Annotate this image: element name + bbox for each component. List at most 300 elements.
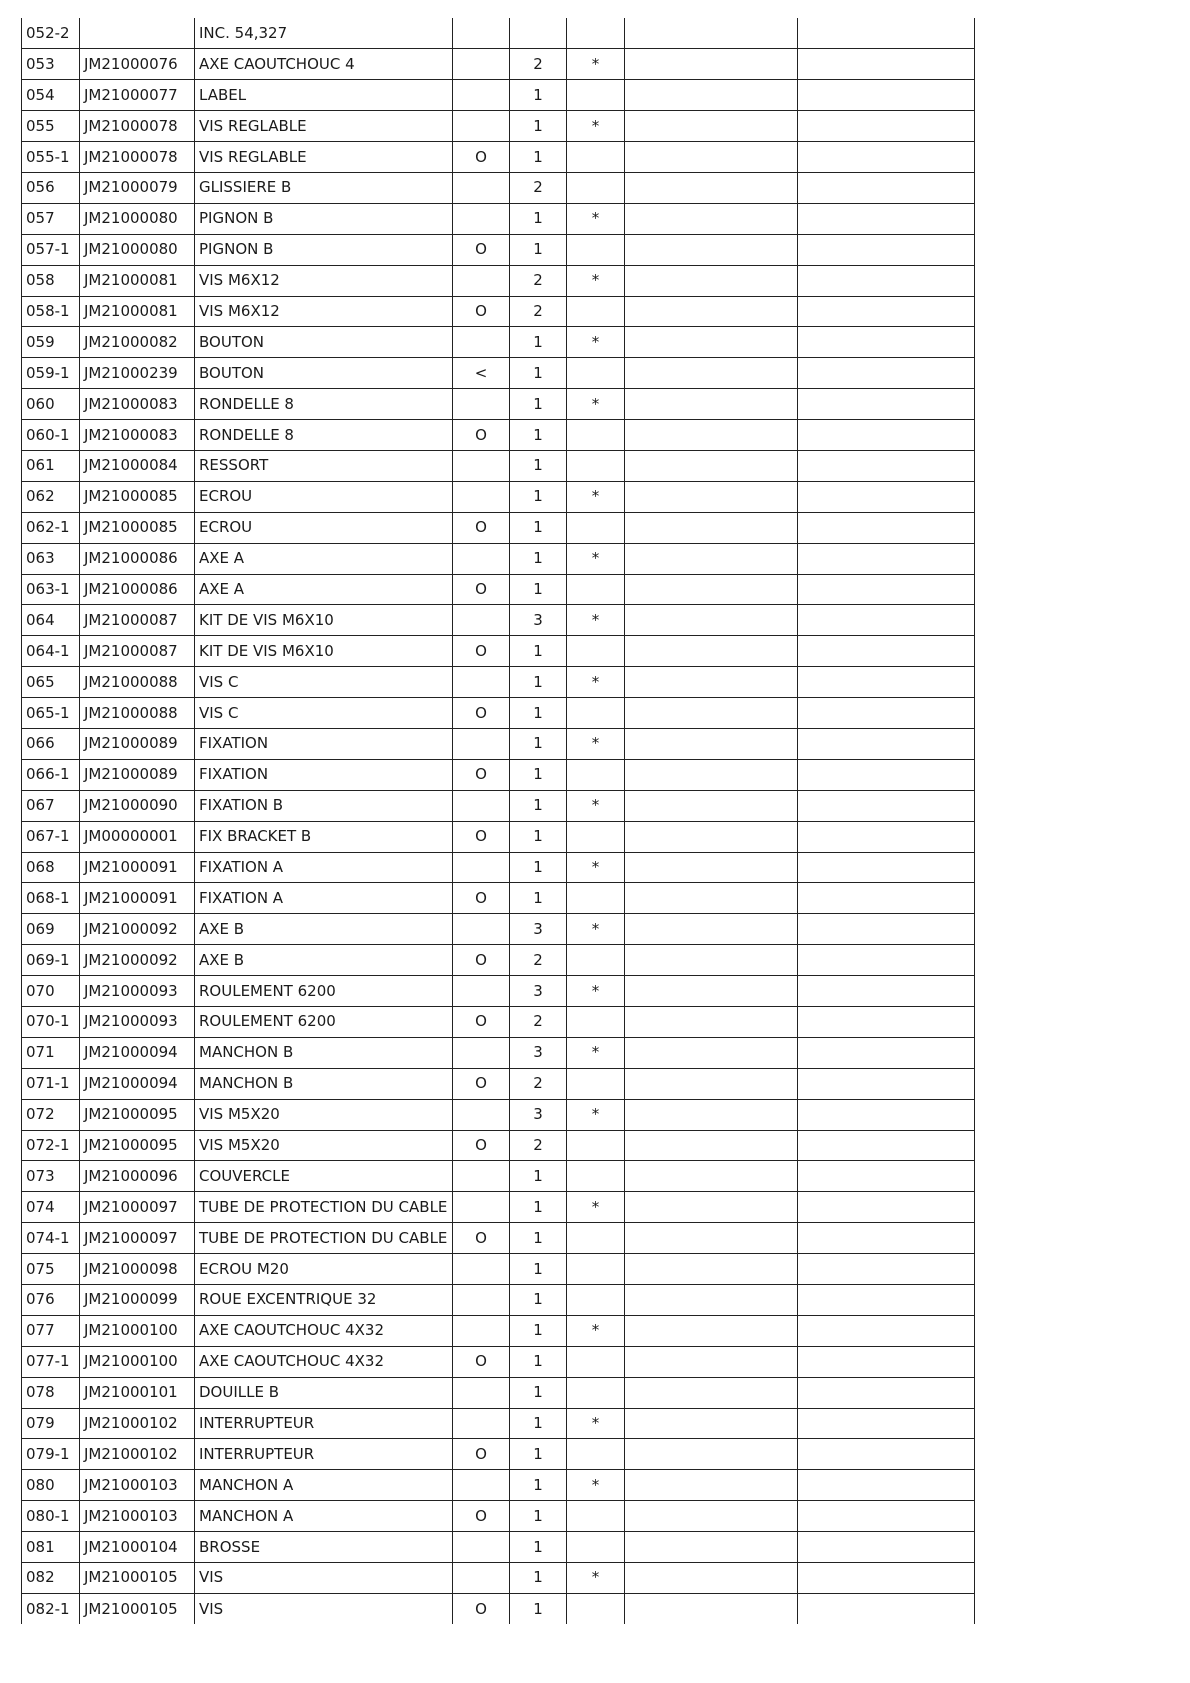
table-row — [22, 976, 975, 1007]
part-flag-cell: < — [453, 358, 510, 389]
part-empty-cell-1 — [625, 821, 798, 852]
part-flag-cell: O — [453, 759, 510, 790]
part-description-cell: FIXATION A — [195, 883, 453, 914]
part-empty-cell-2 — [798, 1099, 975, 1130]
part-empty-cell-1 — [625, 1346, 798, 1377]
part-code-cell: JM21000092 — [80, 945, 195, 976]
part-empty-cell-1 — [625, 667, 798, 698]
part-empty-cell-2 — [798, 1563, 975, 1594]
part-empty-cell-1 — [625, 481, 798, 512]
part-quantity-cell: 2 — [510, 1130, 567, 1161]
part-mark-cell — [567, 1007, 625, 1038]
part-code-cell: JM21000082 — [80, 327, 195, 358]
part-empty-cell-1 — [625, 265, 798, 296]
part-description-cell: DOUILLE B — [195, 1377, 453, 1408]
part-description-cell: MANCHON B — [195, 1068, 453, 1099]
part-flag-cell — [453, 265, 510, 296]
part-code-cell: JM21000080 — [80, 234, 195, 265]
part-code-cell: JM21000103 — [80, 1470, 195, 1501]
part-code-cell: JM21000087 — [80, 636, 195, 667]
part-empty-cell-2 — [798, 1254, 975, 1285]
part-code-cell: JM21000081 — [80, 265, 195, 296]
part-ref-cell: 066 — [22, 728, 80, 759]
part-mark-cell: * — [567, 790, 625, 821]
part-mark-cell: * — [567, 976, 625, 1007]
part-empty-cell-1 — [625, 49, 798, 80]
part-ref-cell: 072-1 — [22, 1130, 80, 1161]
part-flag-cell: O — [453, 1068, 510, 1099]
part-mark-cell — [567, 883, 625, 914]
part-empty-cell-2 — [798, 296, 975, 327]
part-ref-cell: 068 — [22, 852, 80, 883]
part-code-cell: JM21000098 — [80, 1254, 195, 1285]
part-empty-cell-2 — [798, 420, 975, 451]
table-row — [22, 759, 975, 790]
table-row — [22, 265, 975, 296]
part-empty-cell-2 — [798, 1192, 975, 1223]
part-code-cell: JM21000093 — [80, 976, 195, 1007]
part-mark-cell — [567, 296, 625, 327]
part-mark-cell: * — [567, 389, 625, 420]
table-row — [22, 914, 975, 945]
part-ref-cell: 062 — [22, 481, 80, 512]
part-empty-cell-1 — [625, 1408, 798, 1439]
part-empty-cell-1 — [625, 203, 798, 234]
table-row — [22, 142, 975, 173]
part-flag-cell — [453, 1563, 510, 1594]
part-description-cell: RESSORT — [195, 450, 453, 481]
part-flag-cell: O — [453, 296, 510, 327]
part-code-cell: JM21000086 — [80, 543, 195, 574]
table-row — [22, 1563, 975, 1594]
part-description-cell: FIXATION B — [195, 790, 453, 821]
part-empty-cell-1 — [625, 1161, 798, 1192]
part-mark-cell: * — [567, 914, 625, 945]
part-flag-cell: O — [453, 512, 510, 543]
part-code-cell: JM21000078 — [80, 142, 195, 173]
part-code-cell: JM21000103 — [80, 1501, 195, 1532]
part-empty-cell-1 — [625, 852, 798, 883]
part-description-cell: ROULEMENT 6200 — [195, 976, 453, 1007]
part-empty-cell-1 — [625, 543, 798, 574]
part-empty-cell-2 — [798, 1593, 975, 1624]
part-description-cell: AXE A — [195, 543, 453, 574]
part-code-cell: JM21000081 — [80, 296, 195, 327]
part-empty-cell-1 — [625, 976, 798, 1007]
table-row — [22, 667, 975, 698]
part-ref-cell: 080-1 — [22, 1501, 80, 1532]
table-row — [22, 512, 975, 543]
part-ref-cell: 060-1 — [22, 420, 80, 451]
part-ref-cell: 073 — [22, 1161, 80, 1192]
part-mark-cell — [567, 574, 625, 605]
part-mark-cell: * — [567, 852, 625, 883]
part-mark-cell — [567, 1593, 625, 1624]
part-code-cell: JM21000104 — [80, 1532, 195, 1563]
part-empty-cell-1 — [625, 18, 798, 49]
part-code-cell: JM21000100 — [80, 1315, 195, 1346]
part-quantity-cell: 1 — [510, 759, 567, 790]
part-mark-cell — [567, 1377, 625, 1408]
part-quantity-cell — [510, 18, 567, 49]
part-mark-cell: * — [567, 667, 625, 698]
part-ref-cell: 065 — [22, 667, 80, 698]
part-ref-cell: 069-1 — [22, 945, 80, 976]
part-flag-cell — [453, 18, 510, 49]
part-flag-cell — [453, 790, 510, 821]
part-description-cell: KIT DE VIS M6X10 — [195, 636, 453, 667]
part-description-cell: BOUTON — [195, 358, 453, 389]
part-empty-cell-2 — [798, 790, 975, 821]
part-flag-cell: O — [453, 142, 510, 173]
part-ref-cell: 081 — [22, 1532, 80, 1563]
part-flag-cell: O — [453, 234, 510, 265]
part-description-cell: FIXATION — [195, 728, 453, 759]
part-description-cell: VIS M6X12 — [195, 265, 453, 296]
part-code-cell: JM21000083 — [80, 420, 195, 451]
part-ref-cell: 063-1 — [22, 574, 80, 605]
part-mark-cell — [567, 1130, 625, 1161]
part-flag-cell: O — [453, 574, 510, 605]
table-row — [22, 945, 975, 976]
part-quantity-cell: 1 — [510, 1192, 567, 1223]
part-empty-cell-2 — [798, 80, 975, 111]
part-flag-cell — [453, 1377, 510, 1408]
part-quantity-cell: 1 — [510, 1254, 567, 1285]
part-quantity-cell: 2 — [510, 172, 567, 203]
part-mark-cell — [567, 1501, 625, 1532]
part-quantity-cell: 2 — [510, 265, 567, 296]
part-code-cell: JM21000105 — [80, 1593, 195, 1624]
part-code-cell: JM21000099 — [80, 1285, 195, 1316]
part-empty-cell-2 — [798, 1285, 975, 1316]
part-description-cell: GLISSIERE B — [195, 172, 453, 203]
part-mark-cell: * — [567, 1315, 625, 1346]
part-flag-cell: O — [453, 1130, 510, 1161]
part-empty-cell-2 — [798, 1470, 975, 1501]
part-empty-cell-1 — [625, 1007, 798, 1038]
part-empty-cell-2 — [798, 728, 975, 759]
part-mark-cell: * — [567, 49, 625, 80]
table-row — [22, 574, 975, 605]
table-row — [22, 1593, 975, 1624]
parts-list-body — [22, 18, 975, 1624]
part-ref-cell: 072 — [22, 1099, 80, 1130]
part-empty-cell-2 — [798, 1068, 975, 1099]
part-empty-cell-2 — [798, 1346, 975, 1377]
part-empty-cell-2 — [798, 142, 975, 173]
part-empty-cell-1 — [625, 914, 798, 945]
part-flag-cell — [453, 605, 510, 636]
part-quantity-cell: 2 — [510, 1007, 567, 1038]
part-ref-cell: 058 — [22, 265, 80, 296]
part-ref-cell: 079-1 — [22, 1439, 80, 1470]
part-empty-cell-1 — [625, 1254, 798, 1285]
part-empty-cell-2 — [798, 358, 975, 389]
part-code-cell: JM21000088 — [80, 667, 195, 698]
part-empty-cell-1 — [625, 1099, 798, 1130]
part-empty-cell-2 — [798, 1377, 975, 1408]
part-flag-cell: O — [453, 636, 510, 667]
part-mark-cell — [567, 450, 625, 481]
part-description-cell: ECROU M20 — [195, 1254, 453, 1285]
part-flag-cell — [453, 1285, 510, 1316]
part-mark-cell — [567, 1254, 625, 1285]
part-quantity-cell: 1 — [510, 883, 567, 914]
part-quantity-cell: 1 — [510, 80, 567, 111]
parts-list-table — [21, 18, 975, 1624]
part-quantity-cell: 1 — [510, 327, 567, 358]
part-code-cell: JM21000076 — [80, 49, 195, 80]
part-ref-cell: 052-2 — [22, 18, 80, 49]
part-flag-cell — [453, 203, 510, 234]
part-ref-cell: 079 — [22, 1408, 80, 1439]
part-flag-cell — [453, 852, 510, 883]
part-quantity-cell: 1 — [510, 1408, 567, 1439]
part-ref-cell: 061 — [22, 450, 80, 481]
part-empty-cell-2 — [798, 574, 975, 605]
part-empty-cell-1 — [625, 358, 798, 389]
part-description-cell: AXE A — [195, 574, 453, 605]
part-mark-cell — [567, 1161, 625, 1192]
part-mark-cell: * — [567, 481, 625, 512]
part-mark-cell: * — [567, 605, 625, 636]
part-flag-cell — [453, 1161, 510, 1192]
part-code-cell: JM21000092 — [80, 914, 195, 945]
part-code-cell: JM21000080 — [80, 203, 195, 234]
part-empty-cell-2 — [798, 389, 975, 420]
table-row — [22, 1408, 975, 1439]
part-description-cell: AXE CAOUTCHOUC 4X32 — [195, 1315, 453, 1346]
part-empty-cell-1 — [625, 1439, 798, 1470]
table-row — [22, 852, 975, 883]
part-flag-cell: O — [453, 1346, 510, 1377]
part-description-cell: VIS REGLABLE — [195, 111, 453, 142]
part-flag-cell — [453, 1192, 510, 1223]
table-row — [22, 1037, 975, 1068]
part-ref-cell: 065-1 — [22, 698, 80, 729]
part-quantity-cell: 1 — [510, 790, 567, 821]
part-mark-cell: * — [567, 728, 625, 759]
part-ref-cell: 063 — [22, 543, 80, 574]
part-empty-cell-2 — [798, 512, 975, 543]
part-description-cell: MANCHON A — [195, 1470, 453, 1501]
part-description-cell: MANCHON A — [195, 1501, 453, 1532]
table-row — [22, 18, 975, 49]
part-description-cell: VIS M5X20 — [195, 1099, 453, 1130]
part-empty-cell-2 — [798, 1408, 975, 1439]
part-description-cell: RONDELLE 8 — [195, 389, 453, 420]
part-mark-cell: * — [567, 111, 625, 142]
part-description-cell: FIXATION — [195, 759, 453, 790]
part-description-cell: FIX BRACKET B — [195, 821, 453, 852]
part-flag-cell: O — [453, 945, 510, 976]
part-flag-cell: O — [453, 1223, 510, 1254]
part-mark-cell — [567, 1346, 625, 1377]
table-row — [22, 543, 975, 574]
part-ref-cell: 053 — [22, 49, 80, 80]
part-description-cell: ROUE EXCENTRIQUE 32 — [195, 1285, 453, 1316]
table-row — [22, 1192, 975, 1223]
table-row — [22, 1501, 975, 1532]
part-ref-cell: 078 — [22, 1377, 80, 1408]
part-ref-cell: 077-1 — [22, 1346, 80, 1377]
part-code-cell: JM21000102 — [80, 1439, 195, 1470]
part-empty-cell-2 — [798, 203, 975, 234]
part-ref-cell: 082 — [22, 1563, 80, 1594]
table-row — [22, 296, 975, 327]
part-ref-cell: 054 — [22, 80, 80, 111]
part-code-cell: JM21000089 — [80, 728, 195, 759]
part-ref-cell: 070 — [22, 976, 80, 1007]
part-ref-cell: 060 — [22, 389, 80, 420]
part-quantity-cell: 1 — [510, 234, 567, 265]
part-mark-cell: * — [567, 1099, 625, 1130]
part-empty-cell-1 — [625, 574, 798, 605]
part-code-cell: JM21000091 — [80, 852, 195, 883]
part-flag-cell — [453, 172, 510, 203]
part-description-cell: INTERRUPTEUR — [195, 1408, 453, 1439]
part-flag-cell — [453, 1532, 510, 1563]
part-code-cell: JM21000102 — [80, 1408, 195, 1439]
part-quantity-cell: 1 — [510, 1532, 567, 1563]
table-row — [22, 1099, 975, 1130]
part-quantity-cell: 1 — [510, 636, 567, 667]
part-empty-cell-2 — [798, 481, 975, 512]
part-mark-cell: * — [567, 1037, 625, 1068]
part-code-cell: JM21000087 — [80, 605, 195, 636]
part-empty-cell-1 — [625, 1130, 798, 1161]
part-empty-cell-1 — [625, 605, 798, 636]
part-description-cell: TUBE DE PROTECTION DU CABLE — [195, 1192, 453, 1223]
part-mark-cell: * — [567, 327, 625, 358]
part-flag-cell — [453, 1254, 510, 1285]
part-code-cell: JM21000088 — [80, 698, 195, 729]
part-code-cell: JM21000095 — [80, 1099, 195, 1130]
part-empty-cell-1 — [625, 883, 798, 914]
part-quantity-cell: 1 — [510, 1563, 567, 1594]
part-empty-cell-2 — [798, 111, 975, 142]
part-description-cell: VIS — [195, 1593, 453, 1624]
table-row — [22, 1130, 975, 1161]
part-mark-cell — [567, 1285, 625, 1316]
part-ref-cell: 059-1 — [22, 358, 80, 389]
table-row — [22, 1161, 975, 1192]
part-empty-cell-2 — [798, 945, 975, 976]
part-quantity-cell: 3 — [510, 976, 567, 1007]
part-ref-cell: 070-1 — [22, 1007, 80, 1038]
part-empty-cell-2 — [798, 49, 975, 80]
part-quantity-cell: 1 — [510, 450, 567, 481]
part-quantity-cell: 1 — [510, 481, 567, 512]
part-code-cell: JM21000086 — [80, 574, 195, 605]
part-mark-cell: * — [567, 265, 625, 296]
part-empty-cell-2 — [798, 698, 975, 729]
table-row — [22, 728, 975, 759]
part-mark-cell: * — [567, 1408, 625, 1439]
part-description-cell: ECROU — [195, 512, 453, 543]
part-quantity-cell: 1 — [510, 512, 567, 543]
part-mark-cell — [567, 18, 625, 49]
part-ref-cell: 068-1 — [22, 883, 80, 914]
part-mark-cell — [567, 636, 625, 667]
part-empty-cell-1 — [625, 512, 798, 543]
part-flag-cell — [453, 1037, 510, 1068]
table-row — [22, 389, 975, 420]
part-code-cell: JM21000089 — [80, 759, 195, 790]
part-quantity-cell: 1 — [510, 698, 567, 729]
part-empty-cell-2 — [798, 1037, 975, 1068]
part-code-cell: JM21000091 — [80, 883, 195, 914]
part-ref-cell: 058-1 — [22, 296, 80, 327]
part-empty-cell-1 — [625, 1593, 798, 1624]
part-quantity-cell: 3 — [510, 605, 567, 636]
table-row — [22, 698, 975, 729]
part-flag-cell — [453, 976, 510, 1007]
part-mark-cell — [567, 512, 625, 543]
part-description-cell: VIS — [195, 1563, 453, 1594]
table-row — [22, 1346, 975, 1377]
table-row — [22, 821, 975, 852]
part-mark-cell — [567, 234, 625, 265]
part-empty-cell-2 — [798, 234, 975, 265]
part-empty-cell-2 — [798, 450, 975, 481]
table-row — [22, 1470, 975, 1501]
part-quantity-cell: 1 — [510, 1470, 567, 1501]
part-empty-cell-1 — [625, 111, 798, 142]
table-row — [22, 111, 975, 142]
part-description-cell: FIXATION A — [195, 852, 453, 883]
part-empty-cell-1 — [625, 142, 798, 173]
part-ref-cell: 067-1 — [22, 821, 80, 852]
part-mark-cell — [567, 1223, 625, 1254]
part-code-cell: JM21000097 — [80, 1223, 195, 1254]
part-quantity-cell: 1 — [510, 728, 567, 759]
part-code-cell: JM21000100 — [80, 1346, 195, 1377]
part-empty-cell-1 — [625, 1532, 798, 1563]
part-code-cell: JM21000094 — [80, 1037, 195, 1068]
part-description-cell: AXE CAOUTCHOUC 4 — [195, 49, 453, 80]
part-empty-cell-2 — [798, 543, 975, 574]
part-code-cell: JM21000093 — [80, 1007, 195, 1038]
part-mark-cell: * — [567, 1192, 625, 1223]
part-empty-cell-1 — [625, 1315, 798, 1346]
part-quantity-cell: 1 — [510, 1223, 567, 1254]
part-mark-cell — [567, 1532, 625, 1563]
part-code-cell: JM21000085 — [80, 512, 195, 543]
part-ref-cell: 074 — [22, 1192, 80, 1223]
part-empty-cell-1 — [625, 759, 798, 790]
part-flag-cell: O — [453, 1007, 510, 1038]
table-row — [22, 203, 975, 234]
part-empty-cell-2 — [798, 976, 975, 1007]
table-row — [22, 358, 975, 389]
part-mark-cell — [567, 142, 625, 173]
part-description-cell: LABEL — [195, 80, 453, 111]
part-quantity-cell: 2 — [510, 1068, 567, 1099]
part-mark-cell: * — [567, 1563, 625, 1594]
part-empty-cell-2 — [798, 1532, 975, 1563]
part-mark-cell — [567, 80, 625, 111]
part-code-cell: JM21000239 — [80, 358, 195, 389]
part-description-cell: VIS M6X12 — [195, 296, 453, 327]
table-row — [22, 1377, 975, 1408]
table-row — [22, 481, 975, 512]
part-empty-cell-1 — [625, 636, 798, 667]
part-flag-cell: O — [453, 821, 510, 852]
part-flag-cell — [453, 481, 510, 512]
part-description-cell: INC. 54,327 — [195, 18, 453, 49]
